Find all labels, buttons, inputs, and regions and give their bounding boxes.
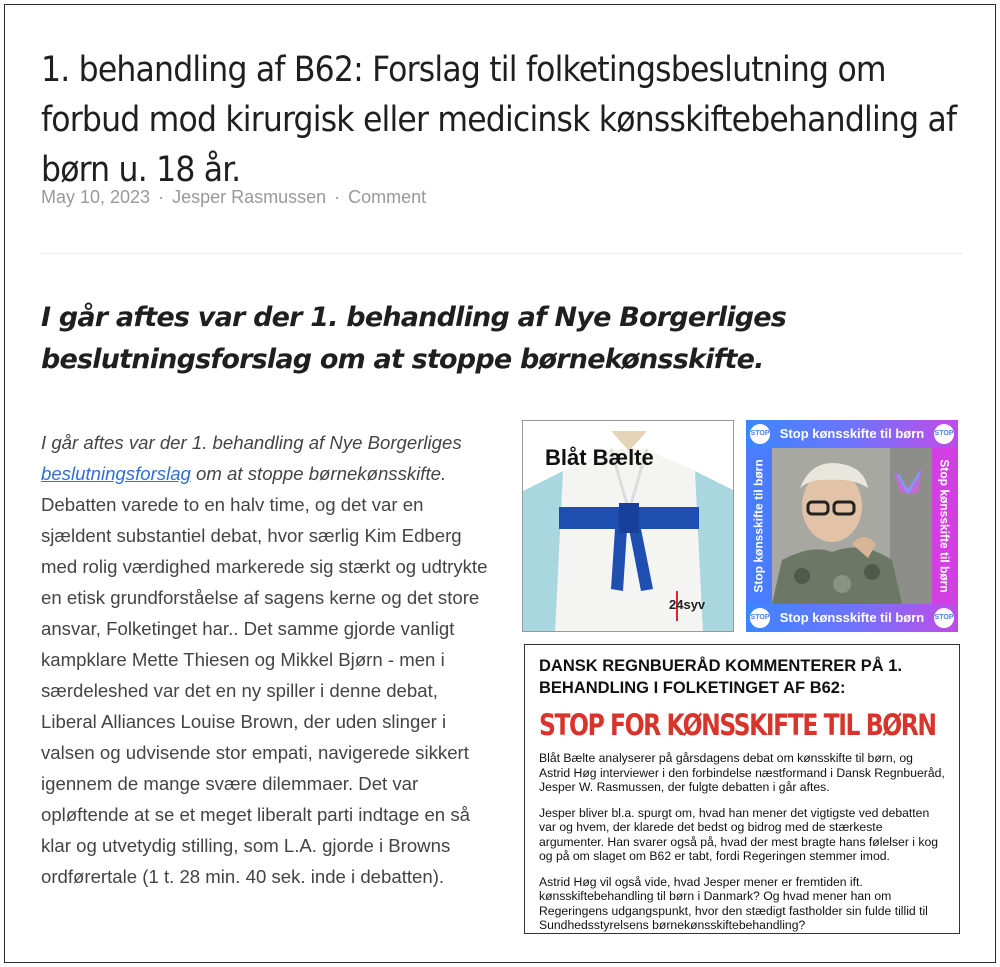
post-date[interactable]: May 10, 2023 [41,187,151,207]
press-headline: STOP FOR KØNSSKIFTE TIL BØRN [539,708,936,742]
post-subtitle: I går aftes var der 1. behandling af Nye Borgerliges beslutningsforslag om at stoppe børnekønsskifte. [41,302,787,375]
post-title: 1. behandling af B62: Forslag til folketingsbeslutning om forbud mod kirurgisk eller medicinsk kønsskiftebehandling af børn u. 18 år. [41,50,957,190]
post-meta [41,187,426,208]
press-heading: DANSK REGNBUERÅD KOMMENTERER PÅ 1. BEHANDLING I FOLKETINGET AF B62: [539,657,903,697]
stop-badge-icon: STOP [750,608,770,628]
banner-left [746,448,772,604]
banner-left-text: Stop kønsskifte til børn [752,459,766,593]
press-paragraph: Jesper bliver bl.a. spurgt om, hvad han mener det vigtigste ved debatten var og hvem, der klarede det bedst og bidrog med de stærkeste argumenter. Han svarer også på, hvad der mest bragte hans følelser i kog og på om slaget om B62 er tabt, fordi Regeringen stemmer imod. [539,805,939,863]
meta-separator: · [334,187,341,207]
comment-link[interactable]: Comment [348,187,427,207]
blaat-baelte-label: Blåt Bælte [545,445,654,470]
body-intro-end: om at stoppe børnekønsskifte. [190,463,447,484]
meta-separator: · [158,187,165,207]
post-author[interactable]: Jesper Rasmussen [172,187,327,207]
banner-right-text: Stop kønsskifte til børn [938,459,952,593]
stop-koensskifte-image[interactable] [746,420,958,632]
body-text: Debatten varede to en halv time, og det var en sjældent substantiel debat, hvor særlig Kim Edberg med rolig værdighed markerede sig stærkt og udtrykte en etisk grundforståelse af sagens kerne og det store ansvar, Folketinget har.. Det samme gjorde vanligt kampklare Mette Thiesen og Mikkel Bjørn - men i særdeleshed var det en ny spiller i denne debat, Liberal Alliances Louise Brown, der uden slinger i valsen og udvisende stor empati, navigerede sikkert igennem de mange svære dilemmaer. Det var opløftende at se et meget liberalt parti indtage en så klar og utvetydig stilling, som L.A. gjorde i Browns ordførertale (1 t. 28 min. 40 sek. inde i debatten). [41,494,488,887]
beslutningsforslag-link[interactable]: beslutningsforslag [41,463,191,484]
stop-badge-icon: STOP [934,608,954,628]
stop-badge-icon: STOP [750,424,770,444]
divider [41,253,963,254]
body-intro: I går aftes var der 1. behandling af Nye Borgerliges [41,432,462,453]
banner-right [932,448,958,604]
banner-bottom-text: Stop kønsskifte til børn [746,604,958,632]
radio24syv-logo: 24syv [669,597,706,612]
press-panel-image[interactable] [524,644,960,934]
post-body [41,427,489,892]
blaat-baelte-image[interactable] [522,420,734,632]
banner-top-text: Stop kønsskifte til børn [746,420,958,448]
portrait-photo [772,448,932,604]
press-paragraph: Astrid Høg vil også vide, hvad Jesper mener er fremtiden ift. kønsskiftebehandling til børn i Danmark? Og hvad mener han om Regeringens udgangspunkt, hvor den stædigt fastholder sin fulde tillid til Sundhedsstyrelsens børnekønsskiftebehandling? [539,874,928,932]
press-paragraph: Blåt Bælte analyserer på gårsdagens debat om kønsskifte til børn, og Astrid Høg interviewer i den forbindelse næstformand i Dansk Regnbueråd, Jesper W. Rasmussen, der fulgte debatten i går aftes. [539,751,945,794]
stop-badge-icon: STOP [934,424,954,444]
portrait-illustration [772,448,932,604]
